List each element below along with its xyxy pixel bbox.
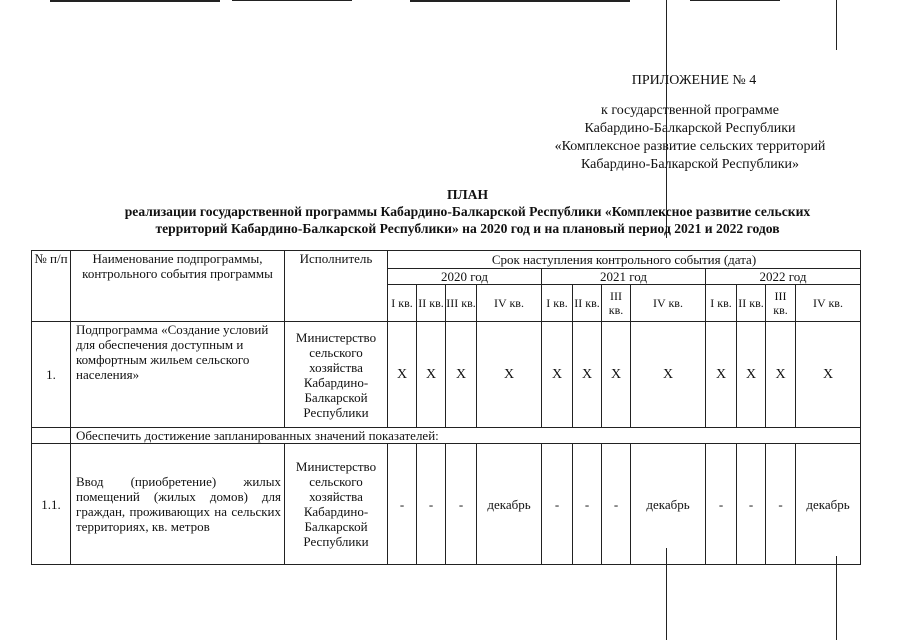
row-cell: декабрь [796, 444, 861, 565]
header-quarter: III кв. [446, 285, 477, 322]
row-cell: - [542, 444, 573, 565]
header-quarter: I кв. [388, 285, 417, 322]
header-quarter: I кв. [542, 285, 573, 322]
header-row [32, 251, 861, 269]
plan-subtitle-line: реализации государственной программы Кабардино-Балкарской Республики «Комплексное развитие сельских [124, 204, 811, 219]
appendix-line: к государственной программе [601, 103, 779, 118]
row-cell: - [388, 444, 417, 565]
row-cell: - [446, 444, 477, 565]
row-cell: X [796, 322, 861, 428]
header-quarter: III кв. [602, 285, 631, 322]
section-row [32, 428, 861, 444]
row-cell: X [737, 322, 766, 428]
row-cell: X [573, 322, 602, 428]
header-quarter: IV кв. [477, 285, 542, 322]
row-cell: X [477, 322, 542, 428]
appendix-line: Кабардино-Балкарской Республики» [581, 157, 799, 172]
row-cell: X [417, 322, 446, 428]
header-quarter: IV кв. [796, 285, 861, 322]
appendix-block [530, 72, 850, 174]
row-executor: Министерство сельского хозяйства Кабардино-Балкарской Республики [285, 322, 388, 428]
appendix-title: ПРИЛОЖЕНИЕ № 4 [631, 73, 757, 88]
plan-title-block [20, 186, 905, 237]
scan-artifact-vertical-line [836, 556, 837, 640]
header-quarter: IV кв. [631, 285, 706, 322]
appendix-line: Кабардино-Балкарской Республики [584, 121, 796, 136]
row-cell: X [542, 322, 573, 428]
row-cell: X [706, 322, 737, 428]
row-cell: X [602, 322, 631, 428]
row-cell: X [766, 322, 796, 428]
row-cell: декабрь [477, 444, 542, 565]
row-cell: X [446, 322, 477, 428]
row-executor: Министерство сельского хозяйства Кабардино-Балкарской Республики [285, 444, 388, 565]
row-name: Ввод (приобретение) жилых помещений (жилых домов) для граждан, проживающих на сельских территориях, кв. метров [71, 444, 285, 565]
row-cell: - [573, 444, 602, 565]
header-year: 2022 год [706, 269, 861, 285]
row-cell: - [417, 444, 446, 565]
plan-subtitle-line: территорий Кабардино-Балкарской Республики» на 2020 год и на плановый период 2021 и 2022 годов [155, 221, 780, 236]
row-num: 1.1. [32, 444, 71, 565]
scan-artifact-top-line [690, 0, 780, 1]
row-cell: X [631, 322, 706, 428]
scan-artifact-vertical-line [836, 0, 837, 50]
row-cell: - [766, 444, 796, 565]
row-cell: - [706, 444, 737, 565]
scan-artifact-top-line [410, 0, 630, 2]
header-executor: Исполнитель [285, 251, 388, 322]
table-row [32, 444, 861, 565]
header-deadline: Срок наступления контрольного события (дата) [388, 251, 861, 269]
row-name: Подпрограмма «Создание условий для обеспечения доступным и комфортным жильем сельского населения» [71, 322, 285, 428]
header-num: № п/п [32, 251, 71, 322]
row-cell: X [388, 322, 417, 428]
table-row [32, 322, 861, 428]
plan-heading: ПЛАН [446, 187, 489, 202]
section-text: Обеспечить достижение запланированных значений показателей: [71, 428, 861, 444]
header-year: 2020 год [388, 269, 542, 285]
scan-artifact-top-line [232, 0, 352, 1]
plan-table [31, 250, 861, 565]
row-cell: декабрь [631, 444, 706, 565]
header-year: 2021 год [542, 269, 706, 285]
header-name: Наименование подпрограммы, контрольного события программы [71, 251, 285, 322]
scan-artifact-top-line [50, 0, 220, 2]
header-quarter: III кв. [766, 285, 796, 322]
row-cell: - [737, 444, 766, 565]
appendix-line: «Комплексное развитие сельских территорий [554, 139, 826, 154]
row-num: 1. [32, 322, 71, 428]
section-num-empty [32, 428, 71, 444]
header-quarter: I кв. [706, 285, 737, 322]
header-quarter: II кв. [417, 285, 446, 322]
header-quarter: II кв. [737, 285, 766, 322]
row-cell: - [602, 444, 631, 565]
header-quarter: II кв. [573, 285, 602, 322]
